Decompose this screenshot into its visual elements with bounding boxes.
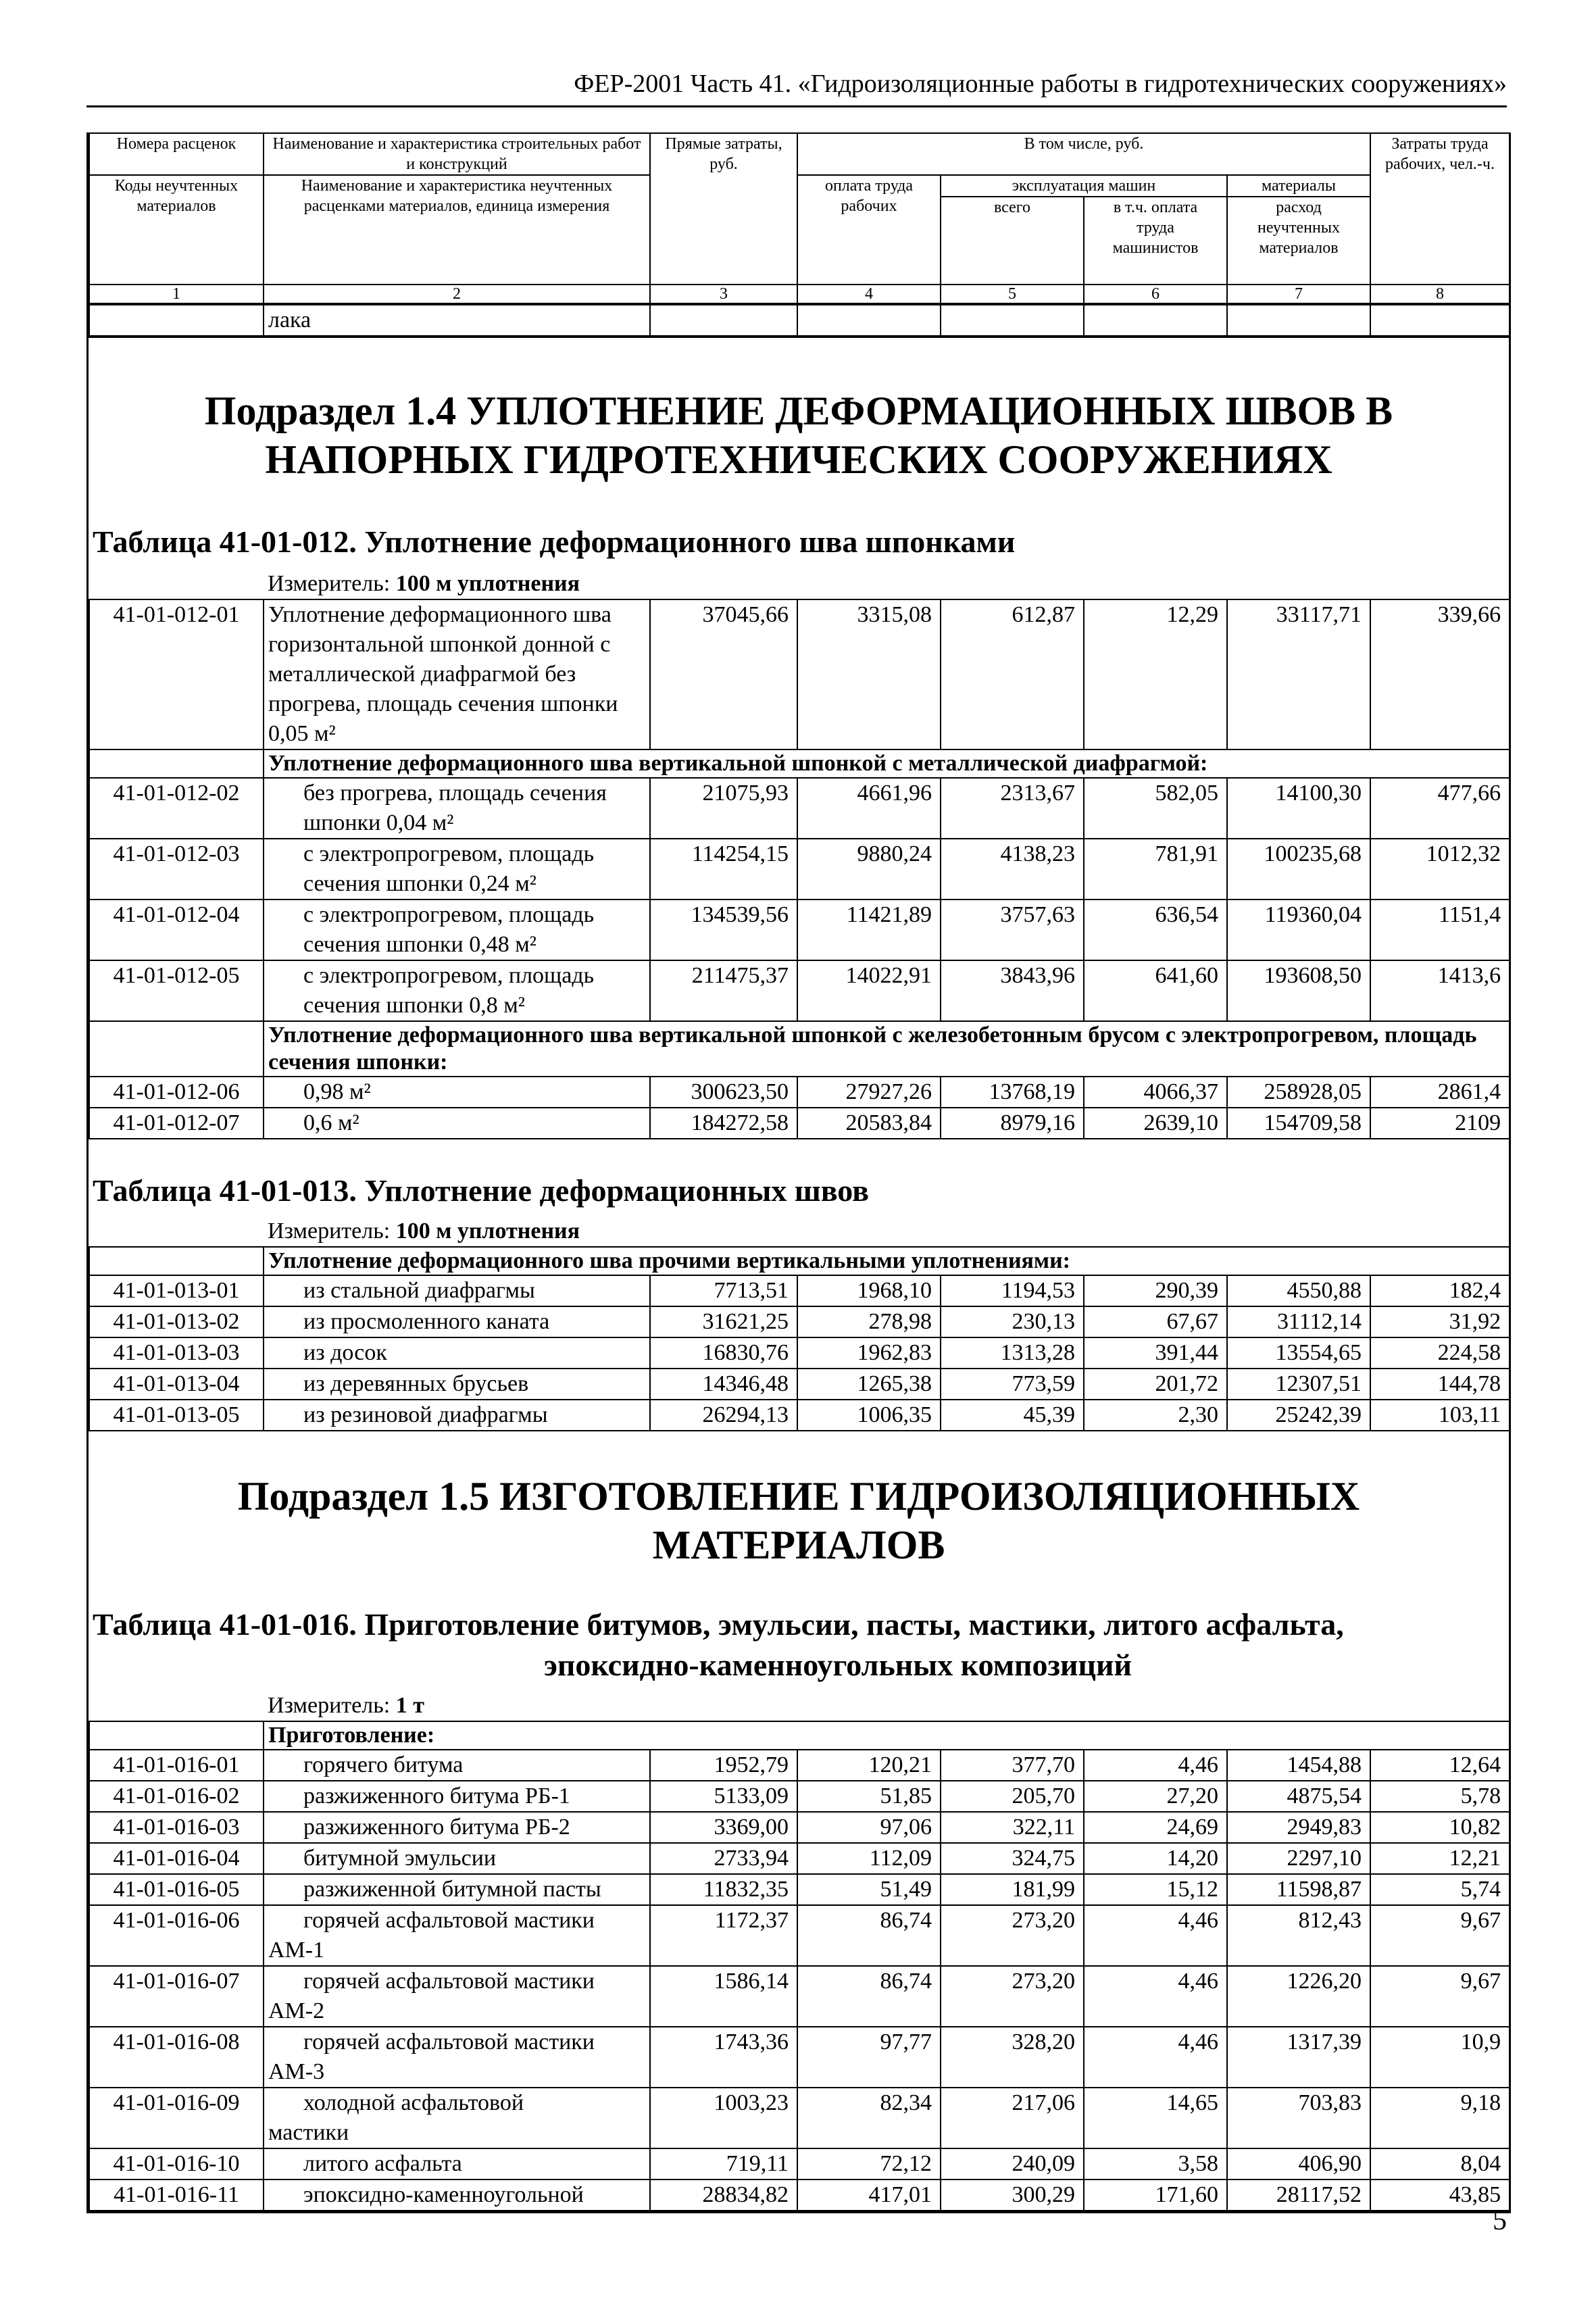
col7-header: расход неучтенных материалов <box>1227 197 1370 285</box>
group-title: Уплотнение деформационного шва вертикальной шпонкой с железобетонным брусом с электропрогревом, площадь сечения шпонки: <box>264 1021 1510 1077</box>
cost-value: 114254,15 <box>650 839 797 900</box>
work-name: с электропрогревом, площадь сечения шпонки 0,48 м² <box>264 900 650 960</box>
rate-code: 41-01-016-08 <box>89 2027 264 2088</box>
col4-header: оплата труда рабочих <box>797 175 941 285</box>
rate-code: 41-01-013-05 <box>89 1400 264 1431</box>
work-name: из стальной диафрагмы <box>264 1275 650 1306</box>
work-name: горячего битума <box>264 1750 650 1781</box>
cost-value: 211475,37 <box>650 960 797 1021</box>
work-name: 0,6 м² <box>264 1108 650 1139</box>
cost-value: 2313,67 <box>941 778 1084 839</box>
cost-value: 31112,14 <box>1227 1306 1370 1337</box>
work-name: без прогрева, площадь сечения шпонки 0,04 м² <box>264 778 650 839</box>
table-row <box>89 2088 1510 2148</box>
cost-value: 4550,88 <box>1227 1275 1370 1306</box>
carry-over-table <box>89 304 1510 337</box>
cost-value: 103,11 <box>1370 1400 1510 1431</box>
cost-value: 120,21 <box>797 1750 941 1781</box>
col6-header: в т.ч. оплата труда машинистов <box>1084 197 1227 285</box>
materials-header: материалы <box>1227 175 1370 197</box>
cost-value: 25242,39 <box>1227 1400 1370 1431</box>
cost-value: 224,58 <box>1370 1337 1510 1369</box>
work-name: с электропрогревом, площадь сечения шпонки 0,24 м² <box>264 839 650 900</box>
cost-value: 28834,82 <box>650 2180 797 2211</box>
col5-header: всего <box>941 197 1084 285</box>
table-41-01-016 <box>89 1691 1510 2211</box>
cost-value: 14346,48 <box>650 1369 797 1400</box>
cost-value: 240,09 <box>941 2148 1084 2180</box>
cost-value: 4,46 <box>1084 1750 1227 1781</box>
cost-value: 184272,58 <box>650 1108 797 1139</box>
cost-value: 28117,52 <box>1227 2180 1370 2211</box>
cost-value: 477,66 <box>1370 778 1510 839</box>
cost-value: 3843,96 <box>941 960 1084 1021</box>
cost-value: 20583,84 <box>797 1108 941 1139</box>
rate-code: 41-01-016-05 <box>89 1874 264 1905</box>
group-title: Уплотнение деформационного шва вертикальной шпонкой с металлической диафрагмой: <box>264 749 1510 778</box>
cost-value: 1962,83 <box>797 1337 941 1369</box>
table-row <box>89 1275 1510 1306</box>
cost-value: 1194,53 <box>941 1275 1084 1306</box>
rate-code: 41-01-016-07 <box>89 1966 264 2027</box>
cost-value: 31621,25 <box>650 1306 797 1337</box>
subsection-1-4-title: Подраздел 1.4 УПЛОТНЕНИЕ ДЕФОРМАЦИОННЫХ ШВОВ В НАПОРНЫХ ГИДРОТЕХНИЧЕСКИХ СООРУЖЕНИЯХ <box>204 389 1393 482</box>
col3-header: Прямые затраты, руб. <box>650 133 797 285</box>
cost-value: 14100,30 <box>1227 778 1370 839</box>
col8-header: Затраты труда рабочих, чел.-ч. <box>1370 133 1510 285</box>
page-number: 5 <box>1493 2205 1507 2236</box>
cost-value: 2,30 <box>1084 1400 1227 1431</box>
cost-value: 14,20 <box>1084 1843 1227 1874</box>
cost-value: 417,01 <box>797 2180 941 2211</box>
cost-value: 5,74 <box>1370 1874 1510 1905</box>
rate-code: 41-01-016-06 <box>89 1905 264 1966</box>
table-row <box>89 2148 1510 2180</box>
cost-value: 4138,23 <box>941 839 1084 900</box>
cost-value: 1265,38 <box>797 1369 941 1400</box>
col-number: 8 <box>1370 285 1510 303</box>
cost-value: 1743,36 <box>650 2027 797 2088</box>
cost-value: 37045,66 <box>650 599 797 749</box>
cost-value: 781,91 <box>1084 839 1227 900</box>
cost-value: 273,20 <box>941 1966 1084 2027</box>
cost-value: 12307,51 <box>1227 1369 1370 1400</box>
work-name: разжиженного битума РБ-1 <box>264 1781 650 1812</box>
table-row <box>89 1781 1510 1812</box>
cost-value: 773,59 <box>941 1369 1084 1400</box>
cost-value: 1151,4 <box>1370 900 1510 960</box>
cost-value: 5133,09 <box>650 1781 797 1812</box>
rate-code: 41-01-013-04 <box>89 1369 264 1400</box>
cost-value: 11421,89 <box>797 900 941 960</box>
rate-code: 41-01-016-11 <box>89 2180 264 2211</box>
cost-value: 10,9 <box>1370 2027 1510 2088</box>
rate-code: 41-01-013-02 <box>89 1306 264 1337</box>
cost-value: 290,39 <box>1084 1275 1227 1306</box>
table-012-measure: Измеритель: 100 м уплотнения <box>264 569 1510 599</box>
subsection-1-5-title: Подраздел 1.5 ИЗГОТОВЛЕНИЕ ГИДРОИЗОЛЯЦИОННЫХ МАТЕРИАЛОВ <box>237 1474 1360 1567</box>
cost-value: 13554,65 <box>1227 1337 1370 1369</box>
table-row <box>89 1400 1510 1431</box>
column-header <box>89 132 1510 304</box>
cost-value: 82,34 <box>797 2088 941 2148</box>
col-number: 2 <box>264 285 650 303</box>
cost-value: 1952,79 <box>650 1750 797 1781</box>
table-41-01-012 <box>89 569 1510 1139</box>
table-013-measure: Измеритель: 100 м уплотнения <box>264 1216 1510 1247</box>
cost-value: 43,85 <box>1370 2180 1510 2211</box>
table-row <box>89 1108 1510 1139</box>
cost-value: 86,74 <box>797 1966 941 2027</box>
group-title: Приготовление: <box>264 1721 1510 1750</box>
machines-header: эксплуатация машин <box>941 175 1227 197</box>
cost-value: 14,65 <box>1084 2088 1227 2148</box>
cost-value: 26294,13 <box>650 1400 797 1431</box>
cost-value: 8,04 <box>1370 2148 1510 2180</box>
rate-code: 41-01-012-03 <box>89 839 264 900</box>
rate-code: 41-01-012-04 <box>89 900 264 960</box>
rate-code: 41-01-016-02 <box>89 1781 264 1812</box>
cost-value: 67,67 <box>1084 1306 1227 1337</box>
work-name: с электропрогревом, площадь сечения шпонки 0,8 м² <box>264 960 650 1021</box>
cost-value: 377,70 <box>941 1750 1084 1781</box>
cost-value: 100235,68 <box>1227 839 1370 900</box>
cost-value: 3369,00 <box>650 1812 797 1843</box>
table-row <box>89 1905 1510 1966</box>
table-row <box>89 599 1510 749</box>
work-name: эпоксидно-каменноугольной <box>264 2180 650 2211</box>
cost-value: 193608,50 <box>1227 960 1370 1021</box>
cost-value: 72,12 <box>797 2148 941 2180</box>
cost-value: 2949,83 <box>1227 1812 1370 1843</box>
col2-header-bottom: Наименование и характеристика неучтенных расценками материалов, единица измерения <box>264 175 650 285</box>
cost-value: 406,90 <box>1227 2148 1370 2180</box>
rate-code: 41-01-016-03 <box>89 1812 264 1843</box>
cost-value: 12,64 <box>1370 1750 1510 1781</box>
cost-value: 51,49 <box>797 1874 941 1905</box>
cost-value: 1317,39 <box>1227 2027 1370 2088</box>
rate-code: 41-01-012-07 <box>89 1108 264 1139</box>
work-name: из деревянных брусьев <box>264 1369 650 1400</box>
page-header <box>86 68 1507 107</box>
cost-value: 144,78 <box>1370 1369 1510 1400</box>
cost-value: 2639,10 <box>1084 1108 1227 1139</box>
cost-value: 16830,76 <box>650 1337 797 1369</box>
work-name: литого асфальта <box>264 2148 650 2180</box>
carry-over-text: лака <box>264 305 650 336</box>
cost-value: 324,75 <box>941 1843 1084 1874</box>
cost-value: 4875,54 <box>1227 1781 1370 1812</box>
col-number: 5 <box>941 285 1084 303</box>
cost-value: 217,06 <box>941 2088 1084 2148</box>
rate-code: 41-01-012-01 <box>89 599 264 749</box>
cost-value: 4066,37 <box>1084 1077 1227 1108</box>
table-41-01-016-title: Таблица 41-01-016. Приготовление битумов, эмульсии, пасты, мастики, литого асфальта, эпоксидно-каменноугольных композиций <box>93 1607 1344 1682</box>
rate-code: 41-01-012-06 <box>89 1077 264 1108</box>
cost-value: 15,12 <box>1084 1874 1227 1905</box>
col-number: 1 <box>89 285 264 303</box>
cost-value: 300623,50 <box>650 1077 797 1108</box>
cost-value: 230,13 <box>941 1306 1084 1337</box>
cost-value: 641,60 <box>1084 960 1227 1021</box>
cost-value: 278,98 <box>797 1306 941 1337</box>
cost-value: 11598,87 <box>1227 1874 1370 1905</box>
cost-value: 1968,10 <box>797 1275 941 1306</box>
cost-value: 13768,19 <box>941 1077 1084 1108</box>
cost-value: 27,20 <box>1084 1781 1227 1812</box>
work-name: разжиженного битума РБ-2 <box>264 1812 650 1843</box>
cost-value: 4,46 <box>1084 2027 1227 2088</box>
cost-value: 33117,71 <box>1227 599 1370 749</box>
cost-value: 3315,08 <box>797 599 941 749</box>
cost-value: 8979,16 <box>941 1108 1084 1139</box>
work-name: горячей асфальтовой мастики АМ-2 <box>264 1966 650 2027</box>
table-row <box>89 839 1510 900</box>
cost-value: 171,60 <box>1084 2180 1227 2211</box>
cost-value: 27927,26 <box>797 1077 941 1108</box>
cost-value: 1012,32 <box>1370 839 1510 900</box>
cost-value: 9,67 <box>1370 1905 1510 1966</box>
work-name: холодной асфальтовой мастики <box>264 2088 650 2148</box>
cost-value: 300,29 <box>941 2180 1084 2211</box>
cost-value: 112,09 <box>797 1843 941 1874</box>
cost-value: 11832,35 <box>650 1874 797 1905</box>
cost-value: 322,11 <box>941 1812 1084 1843</box>
cost-value: 31,92 <box>1370 1306 1510 1337</box>
cost-value: 12,21 <box>1370 1843 1510 1874</box>
cost-value: 97,06 <box>797 1812 941 1843</box>
cost-value: 4661,96 <box>797 778 941 839</box>
cost-value: 339,66 <box>1370 599 1510 749</box>
col-number: 3 <box>650 285 797 303</box>
cost-value: 2297,10 <box>1227 1843 1370 1874</box>
rates-sheet <box>86 132 1511 2213</box>
cost-value: 3757,63 <box>941 900 1084 960</box>
cost-value: 9,67 <box>1370 1966 1510 2027</box>
table-row <box>89 1369 1510 1400</box>
table-41-01-013-title: Таблица 41-01-013. Уплотнение деформационных швов <box>93 1173 869 1208</box>
cost-value: 1226,20 <box>1227 1966 1370 2027</box>
col2-header-top: Наименование и характеристика строительных работ и конструкций <box>264 133 650 175</box>
col1-header-top: Номера расценок <box>89 133 264 175</box>
table-row <box>89 1077 1510 1108</box>
cost-value: 21075,93 <box>650 778 797 839</box>
cost-value: 4,46 <box>1084 1966 1227 2027</box>
cost-value: 201,72 <box>1084 1369 1227 1400</box>
cost-value: 636,54 <box>1084 900 1227 960</box>
cost-value: 45,39 <box>941 1400 1084 1431</box>
cost-value: 181,99 <box>941 1874 1084 1905</box>
rate-code: 41-01-012-02 <box>89 778 264 839</box>
work-name: горячей асфальтовой мастики АМ-3 <box>264 2027 650 2088</box>
work-name: Уплотнение деформационного шва горизонтальной шпонкой донной с металлической диафрагмой без прогрева, площадь сечения шпонки 0,05 м² <box>264 599 650 749</box>
cost-value: 273,20 <box>941 1905 1084 1966</box>
table-row <box>89 960 1510 1021</box>
cost-value: 812,43 <box>1227 1905 1370 1966</box>
work-name: из просмоленного каната <box>264 1306 650 1337</box>
page-header-text: ФЕР-2001 Часть 41. «Гидроизоляционные работы в гидротехнических сооружениях» <box>574 70 1507 98</box>
cost-value: 391,44 <box>1084 1337 1227 1369</box>
cost-value: 719,11 <box>650 2148 797 2180</box>
cost-value: 9880,24 <box>797 839 941 900</box>
table-row <box>89 2027 1510 2088</box>
table-row <box>89 778 1510 839</box>
cost-value: 154709,58 <box>1227 1108 1370 1139</box>
cost-value: 1413,6 <box>1370 960 1510 1021</box>
cost-value: 328,20 <box>941 2027 1084 2088</box>
work-name: битумной эмульсии <box>264 1843 650 1874</box>
cost-value: 182,4 <box>1370 1275 1510 1306</box>
table-row <box>89 1874 1510 1905</box>
cost-value: 24,69 <box>1084 1812 1227 1843</box>
work-name: из досок <box>264 1337 650 1369</box>
col1-header-bottom: Коды неучтенных материалов <box>89 175 264 285</box>
cost-value: 10,82 <box>1370 1812 1510 1843</box>
group-title: Уплотнение деформационного шва прочими вертикальными уплотнениями: <box>264 1247 1510 1275</box>
work-name: разжиженной битумной пасты <box>264 1874 650 1905</box>
table-row <box>89 1750 1510 1781</box>
cost-value: 2861,4 <box>1370 1077 1510 1108</box>
rate-code: 41-01-012-05 <box>89 960 264 1021</box>
table-row <box>89 1812 1510 1843</box>
cost-value: 12,29 <box>1084 599 1227 749</box>
work-name: горячей асфальтовой мастики АМ-1 <box>264 1905 650 1966</box>
cost-value: 1006,35 <box>797 1400 941 1431</box>
table-row <box>89 1337 1510 1369</box>
cost-value: 5,78 <box>1370 1781 1510 1812</box>
table-row <box>89 1966 1510 2027</box>
cost-value: 86,74 <box>797 1905 941 1966</box>
work-name: из резиновой диафрагмы <box>264 1400 650 1431</box>
table-row <box>89 1843 1510 1874</box>
table-row <box>89 2180 1510 2211</box>
work-name: 0,98 м² <box>264 1077 650 1108</box>
table-row <box>89 900 1510 960</box>
table-row <box>89 1306 1510 1337</box>
cost-value: 97,77 <box>797 2027 941 2088</box>
cost-value: 2733,94 <box>650 1843 797 1874</box>
cost-value: 258928,05 <box>1227 1077 1370 1108</box>
cost-value: 703,83 <box>1227 2088 1370 2148</box>
cost-value: 9,18 <box>1370 2088 1510 2148</box>
cost-value: 7713,51 <box>650 1275 797 1306</box>
rate-code: 41-01-016-10 <box>89 2148 264 2180</box>
rate-code: 41-01-013-03 <box>89 1337 264 1369</box>
table-41-01-013 <box>89 1216 1510 1431</box>
cost-value: 1172,37 <box>650 1905 797 1966</box>
cost-value: 1586,14 <box>650 1966 797 2027</box>
cost-value: 51,85 <box>797 1781 941 1812</box>
table-016-measure: Измеритель: 1 т <box>264 1691 1510 1721</box>
cost-value: 612,87 <box>941 599 1084 749</box>
cost-value: 2109 <box>1370 1108 1510 1139</box>
cost-value: 1313,28 <box>941 1337 1084 1369</box>
cost-value: 14022,91 <box>797 960 941 1021</box>
rate-code: 41-01-016-04 <box>89 1843 264 1874</box>
included-header: В том числе, руб. <box>797 133 1370 175</box>
cost-value: 1003,23 <box>650 2088 797 2148</box>
cost-value: 205,70 <box>941 1781 1084 1812</box>
cost-value: 1454,88 <box>1227 1750 1370 1781</box>
cost-value: 4,46 <box>1084 1905 1227 1966</box>
cost-value: 582,05 <box>1084 778 1227 839</box>
cost-value: 134539,56 <box>650 900 797 960</box>
cost-value: 119360,04 <box>1227 900 1370 960</box>
rate-code: 41-01-016-01 <box>89 1750 264 1781</box>
table-41-01-012-title: Таблица 41-01-012. Уплотнение деформационного шва шпонками <box>93 524 1016 559</box>
rate-code: 41-01-016-09 <box>89 2088 264 2148</box>
col-number: 6 <box>1084 285 1227 303</box>
col-number: 7 <box>1227 285 1370 303</box>
rate-code: 41-01-013-01 <box>89 1275 264 1306</box>
cost-value: 3,58 <box>1084 2148 1227 2180</box>
col-number: 4 <box>797 285 941 303</box>
